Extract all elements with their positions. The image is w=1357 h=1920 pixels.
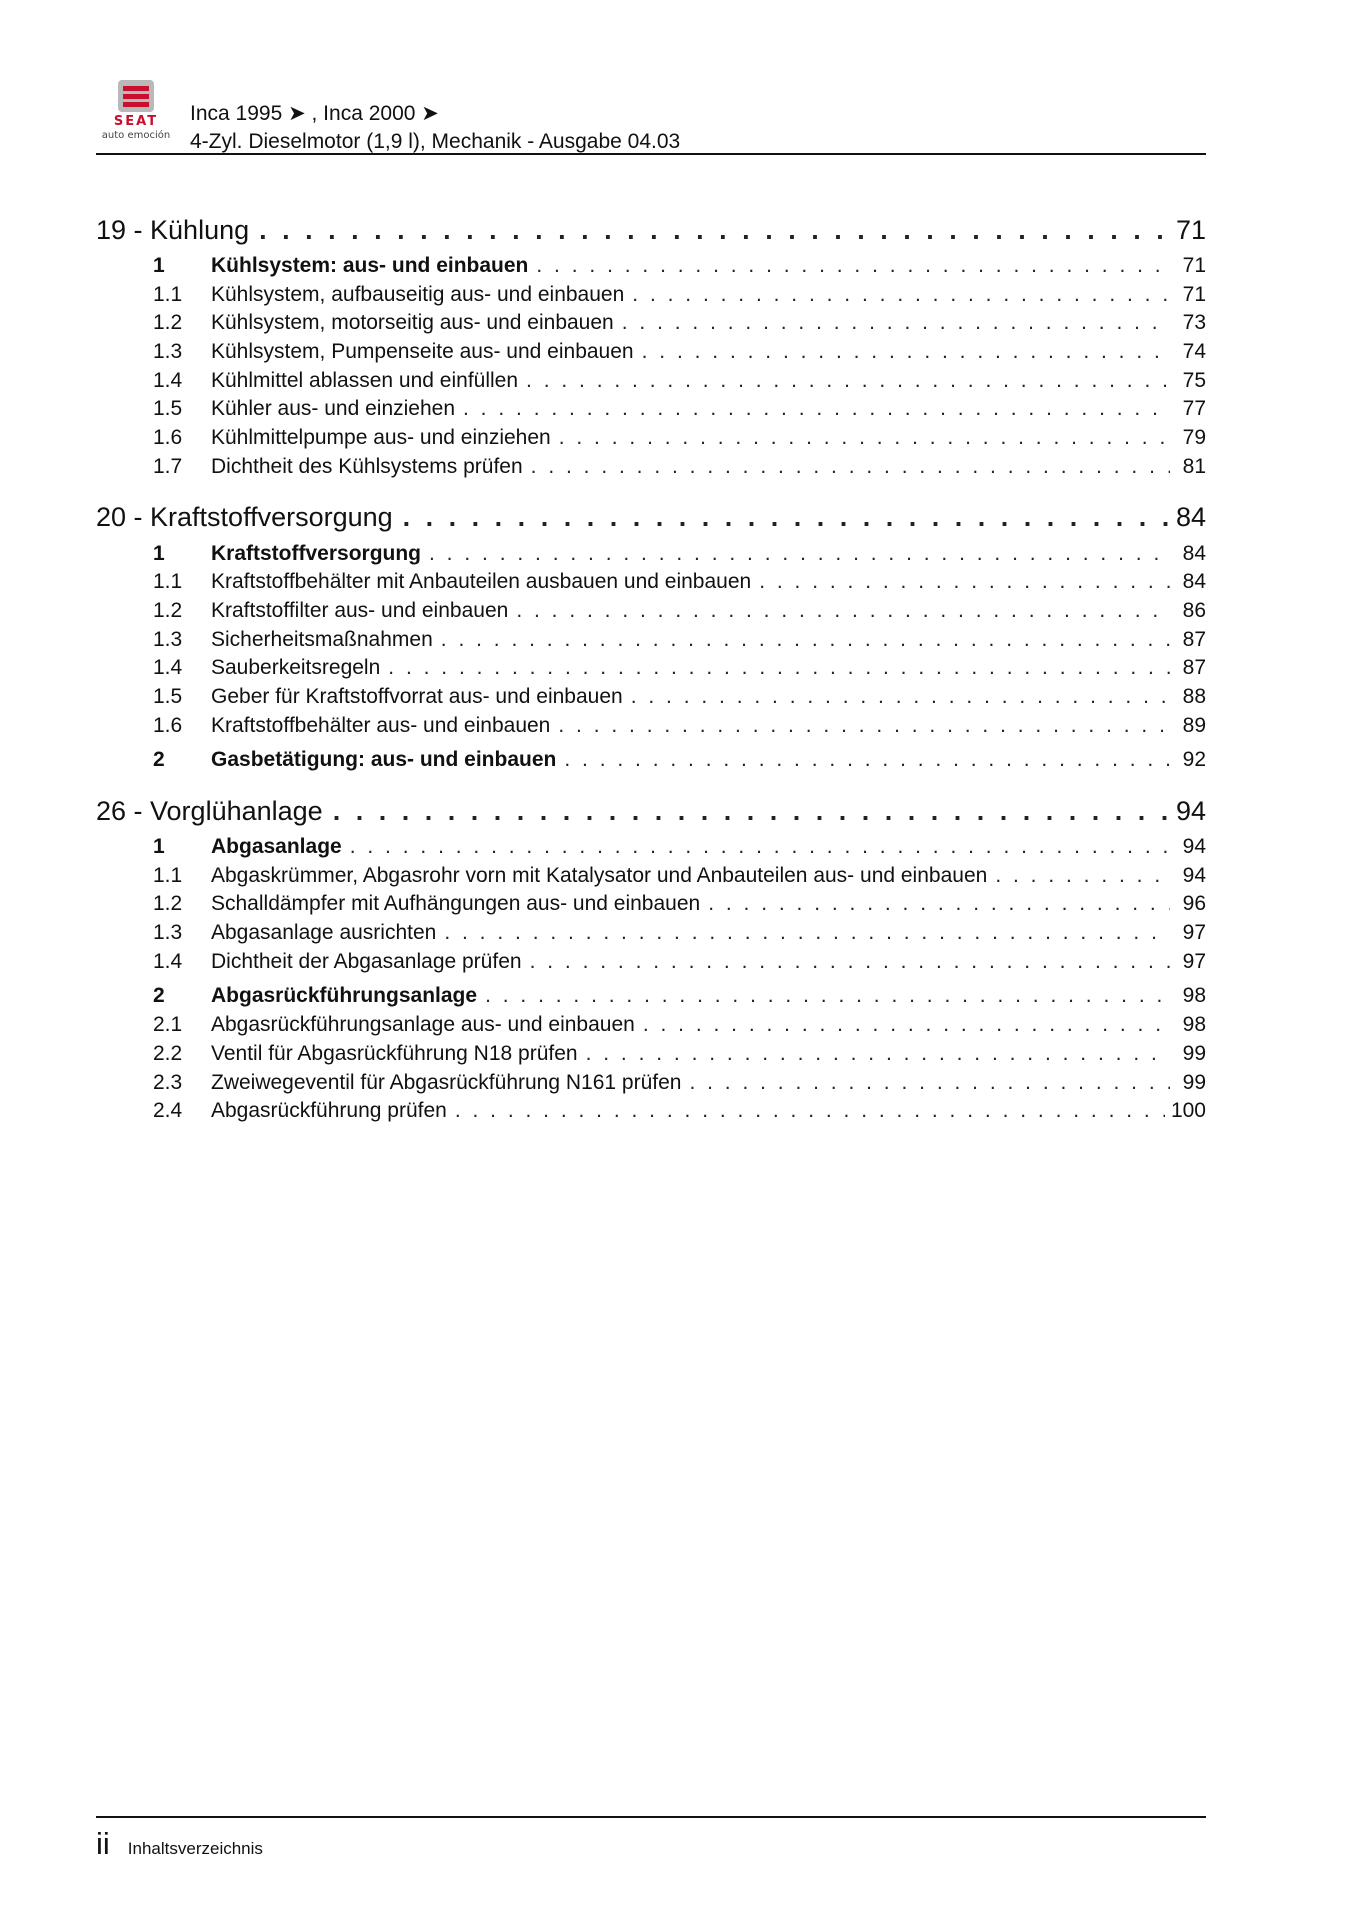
toc-dot-leader — [463, 397, 1170, 421]
table-of-contents — [96, 206, 1206, 1128]
toc-entry-page: 96 — [1182, 892, 1206, 916]
toc-entry-title: Geber für Kraftstoffvorrat aus- und einbauen — [211, 684, 623, 708]
toc-dot-leader — [530, 950, 1170, 974]
toc-entry-title: Dichtheit der Abgasanlage prüfen — [211, 949, 522, 973]
toc-entry-number: 1 — [153, 835, 165, 858]
header-edition-line: 4-Zyl. Dieselmotor (1,9 l), Mechanik - Ausgabe 04.03 — [190, 130, 681, 153]
toc-entry-page: 75 — [1182, 368, 1206, 392]
toc-entry-number: 1.1 — [153, 282, 183, 306]
toc-entry-title: Kühlsystem, motorseitig aus- und einbauen — [211, 311, 614, 335]
toc-entry-number: 1.6 — [153, 426, 183, 450]
toc-entry-page: 98 — [1182, 984, 1206, 1008]
toc-entry-title: Ventil für Abgasrückführung N18 prüfen — [211, 1041, 578, 1065]
footer-page-number: ii — [96, 1826, 110, 1861]
seat-logo-tagline: auto emoción — [101, 130, 171, 141]
toc-entry-row[interactable] — [96, 283, 1206, 312]
toc-entry-title: Schalldämpfer mit Aufhängungen aus- und einbauen — [211, 892, 701, 916]
toc-dot-leader — [444, 921, 1170, 945]
toc-entry-title: Zweiwegeventil für Abgasrückführung N161 prüfen — [211, 1070, 682, 1094]
toc-entry-title: Gasbetätigung: aus- und einbauen — [211, 748, 557, 772]
toc-dot-leader — [485, 984, 1170, 1008]
toc-entry-title: Kühlmittel ablassen und einfüllen — [211, 368, 519, 392]
toc-entry-page: 97 — [1182, 949, 1206, 973]
toc-entry-page: 86 — [1182, 598, 1206, 622]
toc-entry-title: Abgasanlage — [211, 835, 342, 858]
seat-logo — [96, 78, 176, 142]
toc-entry-page: 94 — [1182, 863, 1206, 887]
toc-chapter — [96, 787, 1206, 1128]
toc-entry-number: 2.2 — [153, 1041, 183, 1065]
toc-entry-title: Abgasrückführungsanlage — [211, 984, 478, 1008]
toc-dot-leader — [388, 656, 1170, 680]
toc-entry-page: 94 — [1182, 835, 1206, 858]
toc-chapter-title: 20 - Kraftstoffversorgung — [96, 502, 393, 532]
toc-dot-leader — [689, 1071, 1170, 1095]
toc-dot-leader — [455, 1099, 1165, 1123]
toc-entry-row[interactable] — [96, 864, 1206, 893]
toc-dot-leader — [516, 599, 1170, 623]
toc-dot-leader — [350, 835, 1170, 859]
page-footer — [96, 1826, 263, 1862]
toc-entry-row[interactable] — [96, 685, 1206, 714]
toc-entry-row[interactable] — [96, 1099, 1206, 1128]
toc-entry-page: 88 — [1182, 684, 1206, 708]
toc-entry-number: 2.1 — [153, 1013, 183, 1037]
toc-entry-row[interactable] — [96, 426, 1206, 455]
toc-dot-leader — [631, 685, 1170, 709]
toc-entry-title: Kraftstoffversorgung — [211, 541, 422, 565]
toc-entry-title: Kühlsystem: aus- und einbauen — [211, 254, 529, 277]
toc-entry-page: 79 — [1182, 426, 1206, 450]
toc-entry-row[interactable] — [96, 748, 1206, 777]
toc-entry-title: Abgaskrümmer, Abgasrohr vorn mit Katalysator und Anbauteilen aus- und einbauen — [211, 863, 988, 887]
toc-dot-leader — [708, 892, 1170, 916]
toc-entry-row[interactable] — [96, 1042, 1206, 1071]
toc-dot-leader — [586, 1042, 1170, 1066]
toc-entry-page: 87 — [1182, 656, 1206, 680]
toc-entry-page: 74 — [1182, 340, 1206, 364]
toc-entry-row[interactable] — [96, 950, 1206, 979]
toc-entry-title: Abgasrückführung prüfen — [211, 1099, 447, 1123]
toc-entry-title: Kühler aus- und einziehen — [211, 397, 456, 421]
toc-entry-number: 1.3 — [153, 340, 183, 364]
toc-entry-page: 100 — [1170, 1099, 1206, 1123]
toc-dot-leader — [622, 311, 1170, 335]
toc-entry-page: 84 — [1182, 570, 1206, 594]
toc-entry-number: 1.5 — [153, 684, 183, 708]
toc-entry-title: Sauberkeitsregeln — [211, 656, 381, 680]
toc-entry-page: 71 — [1182, 254, 1206, 277]
footer-divider — [96, 1816, 1206, 1818]
toc-entry-page: 81 — [1182, 454, 1206, 478]
toc-entry-title: Kühlsystem, Pumpenseite aus- und einbauen — [211, 340, 634, 364]
toc-entry-number: 1.4 — [153, 368, 183, 392]
toc-entry-number: 2 — [153, 748, 165, 772]
toc-entry-number: 1.3 — [153, 921, 183, 945]
toc-dot-leader — [531, 455, 1170, 479]
toc-chapter — [96, 206, 1206, 484]
toc-dot-leader — [441, 628, 1170, 652]
toc-chapter-row[interactable] — [96, 494, 1206, 542]
toc-entry-number: 1.5 — [153, 397, 183, 421]
toc-entry-row[interactable] — [96, 656, 1206, 685]
toc-entry-page: 99 — [1182, 1041, 1206, 1065]
toc-chapter-row[interactable] — [96, 206, 1206, 254]
header-divider — [96, 153, 1206, 155]
toc-entry-row[interactable] — [96, 1013, 1206, 1042]
toc-dot-leader — [536, 254, 1170, 278]
toc-dot-leader — [564, 748, 1170, 772]
toc-entry-title: Kraftstoffilter aus- und einbauen — [211, 598, 509, 622]
toc-entry-page: 87 — [1182, 627, 1206, 651]
footer-section-label: Inhaltsverzeichnis — [127, 1839, 263, 1858]
toc-chapter-page: 94 — [1175, 795, 1206, 826]
toc-entry-row[interactable] — [96, 254, 1206, 283]
toc-entry-row[interactable] — [96, 570, 1206, 599]
toc-dot-leader — [333, 796, 1170, 827]
toc-dot-leader — [403, 502, 1170, 533]
toc-chapter-row[interactable] — [96, 787, 1206, 835]
toc-entry-page: 92 — [1182, 748, 1206, 772]
toc-entry-number: 1.2 — [153, 892, 183, 916]
toc-entry-title: Kühlmittelpumpe aus- und einziehen — [211, 426, 551, 450]
toc-entry-page: 73 — [1182, 311, 1206, 335]
toc-entry-row[interactable] — [96, 397, 1206, 426]
toc-dot-leader — [559, 426, 1170, 450]
toc-entry-row[interactable] — [96, 542, 1206, 571]
toc-dot-leader — [558, 714, 1170, 738]
toc-dot-leader — [526, 369, 1170, 393]
header-text — [190, 100, 680, 156]
toc-entry-number: 1.4 — [153, 949, 183, 973]
toc-entry-title: Kühlsystem, aufbauseitig aus- und einbauen — [211, 282, 625, 306]
toc-chapter-page: 84 — [1175, 502, 1206, 532]
toc-entry-number: 1.1 — [153, 570, 183, 594]
toc-entry-title: Kraftstoffbehälter mit Anbauteilen ausbauen und einbauen — [211, 570, 752, 594]
toc-entry-row[interactable] — [96, 311, 1206, 340]
seat-logo-emblem — [118, 80, 154, 112]
toc-entry-number: 1.1 — [153, 863, 183, 887]
toc-chapter — [96, 494, 1206, 778]
toc-entry-title: Dichtheit des Kühlsystems prüfen — [211, 454, 523, 478]
toc-chapter-title: 26 - Vorglühanlage — [96, 795, 323, 826]
toc-entry-number: 2 — [153, 984, 165, 1008]
toc-dot-leader — [759, 570, 1170, 594]
toc-entry-title: Sicherheitsmaßnahmen — [211, 627, 433, 651]
toc-entry-number: 1 — [153, 254, 165, 277]
toc-entry-row[interactable] — [96, 369, 1206, 398]
toc-entry-row[interactable] — [96, 455, 1206, 484]
page-header — [96, 78, 1206, 156]
toc-entry-page: 84 — [1182, 541, 1206, 565]
toc-entry-page: 77 — [1182, 397, 1206, 421]
toc-entry-row[interactable] — [96, 835, 1206, 864]
toc-entry-title: Abgasrückführungsanlage aus- und einbauen — [211, 1013, 635, 1037]
toc-entry-page: 89 — [1182, 713, 1206, 737]
header-model-line: Inca 1995 ➤ , Inca 2000 ➤ — [190, 102, 439, 125]
toc-entry-page: 71 — [1182, 282, 1206, 306]
toc-entry-row[interactable] — [96, 984, 1206, 1013]
toc-entry-number: 2.4 — [153, 1099, 183, 1123]
toc-entry-number: 1.4 — [153, 656, 183, 680]
toc-entry-number: 1.3 — [153, 627, 183, 651]
toc-dot-leader — [995, 864, 1170, 888]
toc-dot-leader — [632, 283, 1170, 307]
toc-entry-row[interactable] — [96, 628, 1206, 657]
toc-entry-number: 1.7 — [153, 454, 183, 478]
toc-dot-leader — [643, 1013, 1170, 1037]
toc-entry-row[interactable] — [96, 340, 1206, 369]
toc-entry-page: 97 — [1182, 921, 1206, 945]
toc-dot-leader — [642, 340, 1170, 364]
seat-logo-wordmark: SEAT — [113, 114, 159, 129]
toc-chapter-title: 19 - Kühlung — [96, 214, 250, 245]
toc-entry-number: 1.2 — [153, 311, 183, 335]
toc-entry-number: 1.6 — [153, 713, 183, 737]
toc-entry-row[interactable] — [96, 599, 1206, 628]
toc-entry-page: 99 — [1182, 1070, 1206, 1094]
toc-entry-title: Abgasanlage ausrichten — [211, 921, 437, 945]
toc-entry-number: 1 — [153, 541, 165, 565]
toc-dot-leader — [429, 542, 1170, 566]
toc-entry-row[interactable] — [96, 892, 1206, 921]
toc-entry-row[interactable] — [96, 921, 1206, 950]
toc-entry-number: 1.2 — [153, 598, 183, 622]
toc-entry-number: 2.3 — [153, 1070, 183, 1094]
toc-entry-title: Kraftstoffbehälter aus- und einbauen — [211, 713, 551, 737]
toc-entry-row[interactable] — [96, 714, 1206, 743]
toc-chapter-page: 71 — [1175, 214, 1206, 245]
toc-entry-row[interactable] — [96, 1071, 1206, 1100]
toc-entry-page: 98 — [1182, 1013, 1206, 1037]
toc-dot-leader — [259, 215, 1170, 246]
